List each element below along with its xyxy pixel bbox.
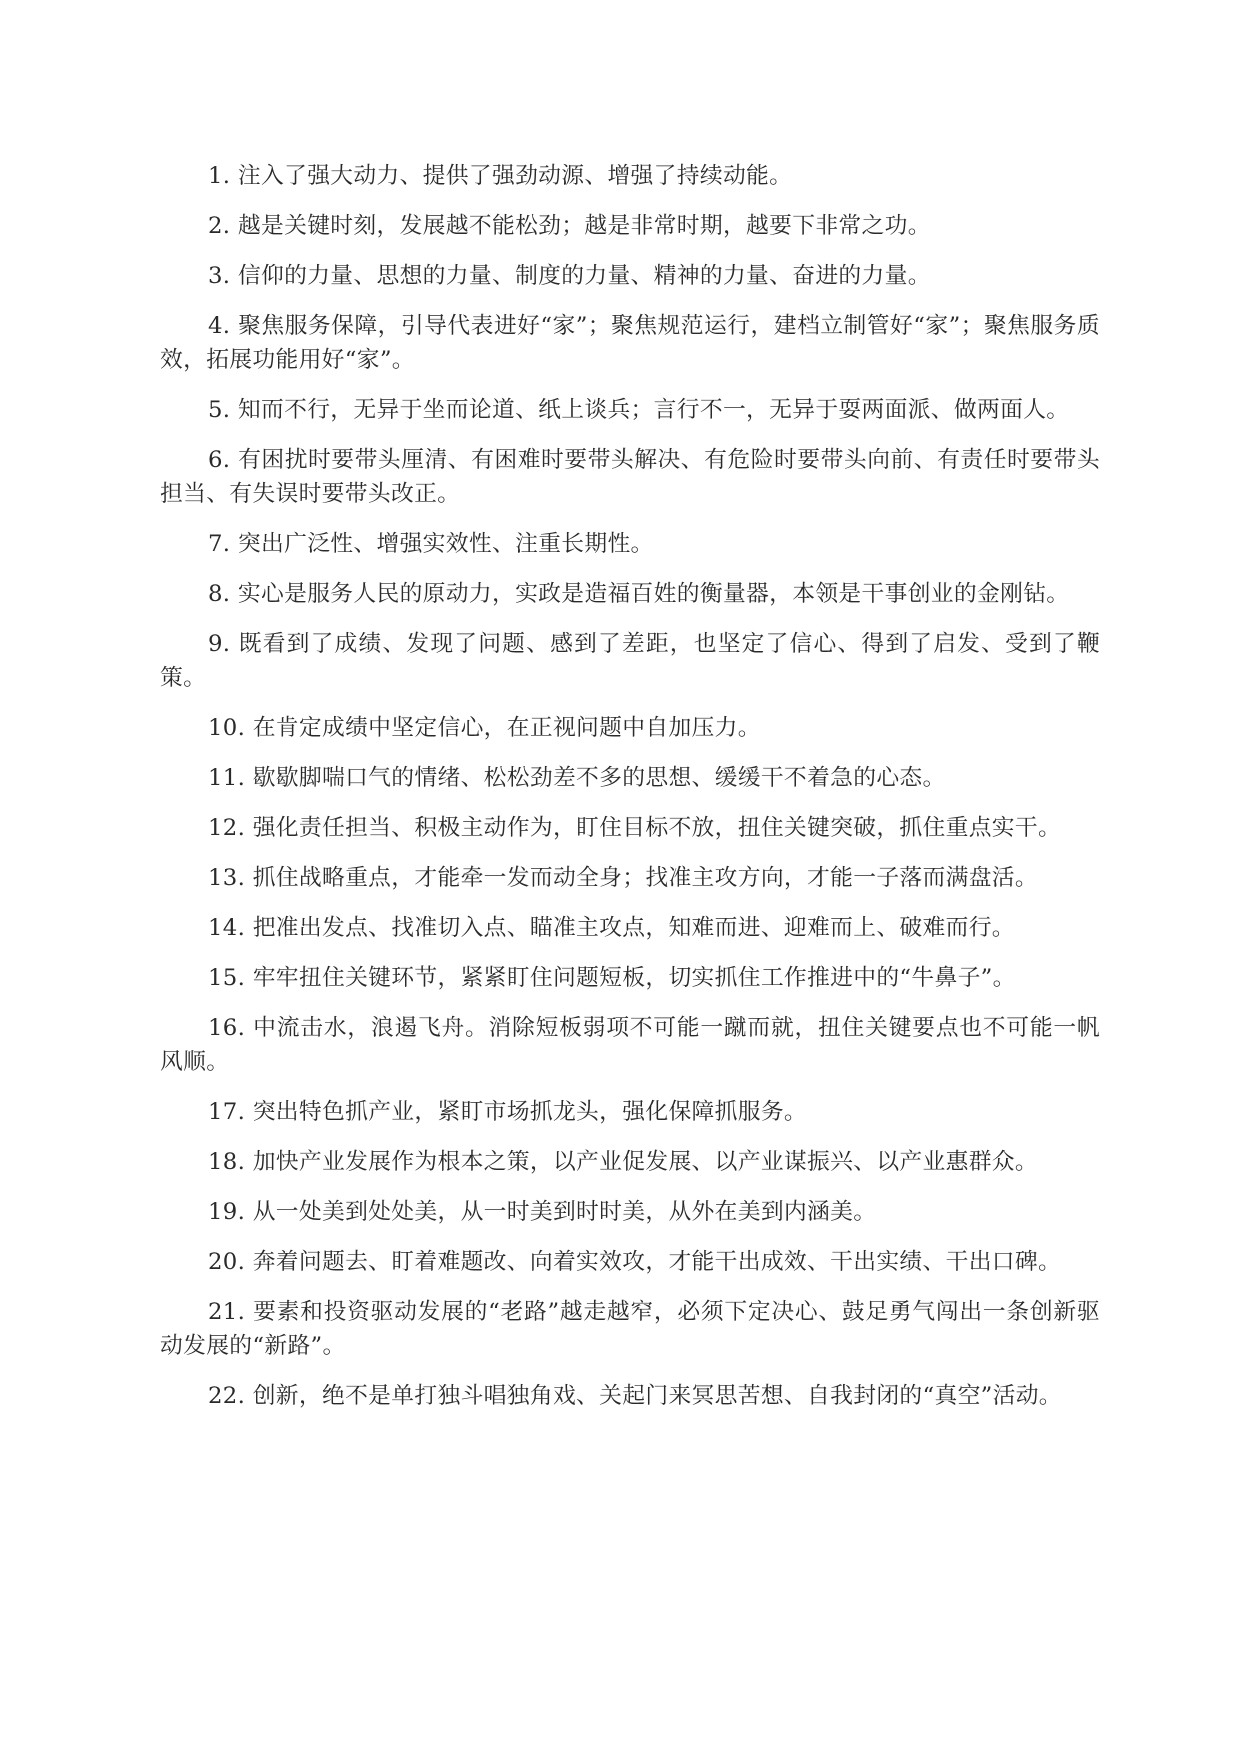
- item-text: 知而不行，无异于坐而论道、纸上谈兵；言行不一，无异于耍两面派、做两面人。: [237, 397, 1070, 423]
- list-item: [160, 1145, 1100, 1179]
- item-number: 5.: [208, 397, 231, 423]
- item-number: 9.: [208, 631, 231, 657]
- item-text: 牢牢扭住关键环节，紧紧盯住问题短板，切实抓住工作推进中的“牛鼻子”。: [252, 965, 1016, 991]
- list-item: [160, 1245, 1100, 1279]
- item-number: 7.: [208, 531, 231, 557]
- document-page: [160, 159, 1100, 1429]
- list-item: [160, 1011, 1100, 1079]
- item-number: 21.: [208, 1299, 246, 1325]
- item-text: 有困扰时要带头厘清、有困难时要带头解决、有危险时要带头向前、有责任时要带头担当、有失误时要带头改正。: [160, 447, 1100, 507]
- item-text: 信仰的力量、思想的力量、制度的力量、精神的力量、奋进的力量。: [237, 263, 931, 289]
- item-number: 20.: [208, 1249, 246, 1275]
- list-item: [160, 443, 1100, 511]
- list-item: [160, 159, 1100, 193]
- item-text: 歇歇脚喘口气的情绪、松松劲差不多的思想、缓缓干不着急的心态。: [252, 765, 946, 791]
- item-number: 3.: [208, 263, 231, 289]
- item-number: 8.: [208, 581, 231, 607]
- item-number: 11.: [208, 765, 246, 791]
- item-text: 突出特色抓产业，紧盯市场抓龙头，强化保障抓服务。: [252, 1099, 808, 1125]
- list-item: [160, 711, 1100, 745]
- item-number: 22.: [208, 1383, 246, 1409]
- item-number: 6.: [208, 447, 231, 473]
- item-number: 4.: [208, 313, 231, 339]
- item-number: 19.: [208, 1199, 246, 1225]
- item-text: 要素和投资驱动发展的“老路”越走越窄，必须下定决心、鼓足勇气闯出一条创新驱动发展的“新路”。: [160, 1299, 1100, 1359]
- item-text: 在肯定成绩中坚定信心，在正视问题中自加压力。: [252, 715, 761, 741]
- list-item: [160, 1379, 1100, 1413]
- item-text: 把准出发点、找准切入点、瞄准主攻点，知难而进、迎难而上、破难而行。: [252, 915, 1015, 941]
- item-text: 强化责任担当、积极主动作为，盯住目标不放，扭住关键突破，抓住重点实干。: [252, 815, 1062, 841]
- item-text: 奔着问题去、盯着难题改、向着实效攻，才能干出成效、干出实绩、干出口碑。: [252, 1249, 1062, 1275]
- list-item: [160, 627, 1100, 695]
- item-number: 13.: [208, 865, 246, 891]
- list-item: [160, 1295, 1100, 1363]
- list-item: [160, 209, 1100, 243]
- item-text: 既看到了成绩、发现了问题、感到了差距，也坚定了信心、得到了启发、受到了鞭策。: [160, 631, 1100, 691]
- list-item: [160, 259, 1100, 293]
- list-item: [160, 393, 1100, 427]
- list-item: [160, 577, 1100, 611]
- list-item: [160, 761, 1100, 795]
- item-text: 聚焦服务保障，引导代表进好“家”；聚焦规范运行，建档立制管好“家”；聚焦服务质效，拓展功能用好“家”。: [160, 313, 1101, 373]
- list-item: [160, 309, 1100, 377]
- item-text: 加快产业发展作为根本之策，以产业促发展、以产业谋振兴、以产业惠群众。: [252, 1149, 1038, 1175]
- list-item: [160, 861, 1100, 895]
- item-text: 注入了强大动力、提供了强劲动源、增强了持续动能。: [237, 163, 793, 189]
- item-text: 从一处美到处处美，从一时美到时时美，从外在美到内涵美。: [252, 1199, 877, 1225]
- item-number: 18.: [208, 1149, 246, 1175]
- item-text: 抓住战略重点，才能牵一发而动全身；找准主攻方向，才能一子落而满盘活。: [252, 865, 1038, 891]
- list-item: [160, 961, 1100, 995]
- item-number: 2.: [208, 213, 231, 239]
- list-item: [160, 911, 1100, 945]
- item-text: 中流击水，浪遏飞舟。消除短板弱项不可能一蹴而就，扭住关键要点也不可能一帆风顺。: [160, 1015, 1101, 1075]
- list-item: [160, 527, 1100, 561]
- item-number: 15.: [208, 965, 246, 991]
- item-text: 越是关键时刻，发展越不能松劲；越是非常时期，越要下非常之功。: [237, 213, 931, 239]
- list-item: [160, 1195, 1100, 1229]
- item-text: 突出广泛性、增强实效性、注重长期性。: [237, 531, 654, 557]
- list-item: [160, 1095, 1100, 1129]
- item-text: 实心是服务人民的原动力，实政是造福百姓的衡量器，本领是干事创业的金刚钻。: [237, 581, 1070, 607]
- item-number: 14.: [208, 915, 246, 941]
- item-number: 16.: [208, 1015, 246, 1041]
- item-number: 10.: [208, 715, 246, 741]
- list-item: [160, 811, 1100, 845]
- item-number: 1.: [208, 163, 231, 189]
- item-text: 创新，绝不是单打独斗唱独角戏、关起门来冥思苦想、自我封闭的“真空”活动。: [252, 1383, 1062, 1409]
- item-number: 12.: [208, 815, 246, 841]
- item-number: 17.: [208, 1099, 246, 1125]
